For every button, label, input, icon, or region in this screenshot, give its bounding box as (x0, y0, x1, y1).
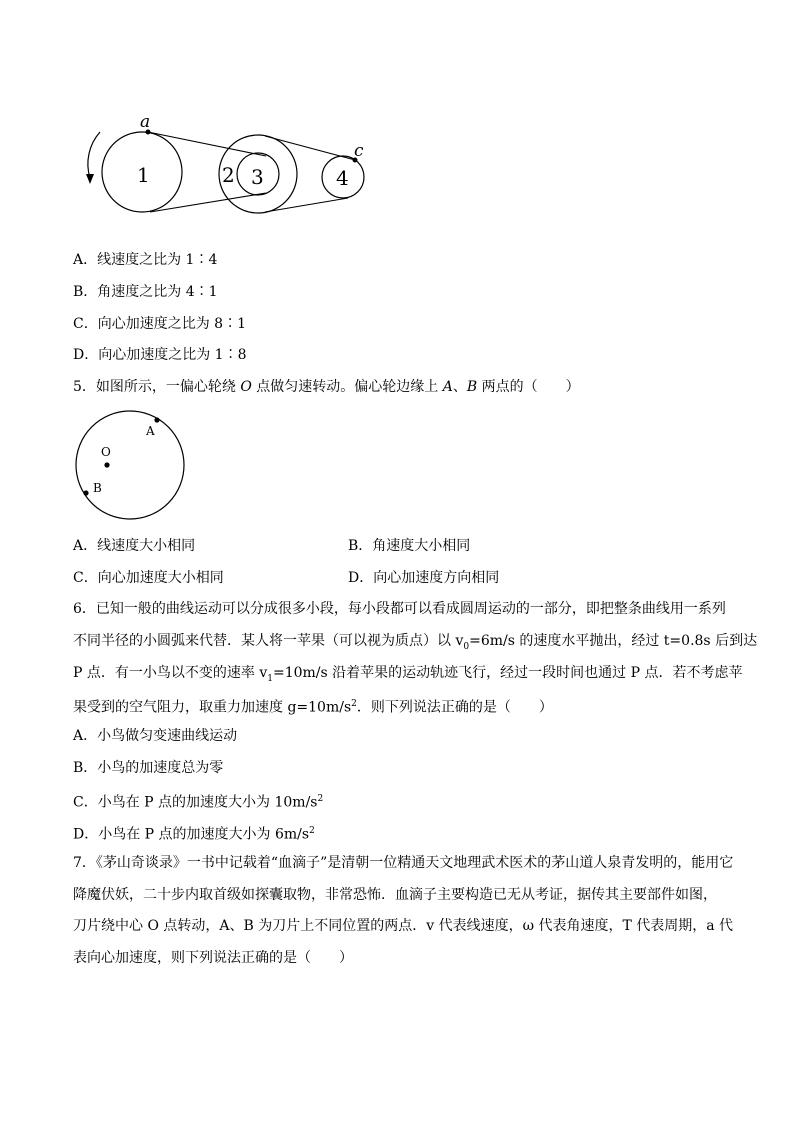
label-wheel-2: 2 (222, 163, 235, 187)
q6-line2-pre: 不同半径的小圆弧来代替．某人将一苹果（可以视为质点）以 v (73, 633, 464, 649)
label-a-fig2: A (146, 424, 155, 438)
q6-stem-line-2 (73, 633, 757, 655)
q5-stem-sep: 、 (452, 379, 467, 395)
q6-option-c-sup: 2 (317, 794, 324, 804)
q6-line2-post: =6m/s 的速度水平抛出，经过 t=0.8s 后到达 (469, 633, 758, 649)
label-c: c (354, 141, 364, 161)
q6-line4-pre: 果受到的空气阻力，取重力加速度 g=10m/s (73, 699, 352, 716)
belt-pulley-figure (80, 108, 380, 223)
q6-line3-sub: 1 (267, 673, 273, 684)
label-b-fig2: B (93, 481, 102, 495)
q5-stem-b: B (466, 379, 478, 395)
q4-option-c: C．向心加速度之比为 8∶1 (73, 316, 246, 332)
q6-option-c (73, 791, 323, 811)
q5-option-c: C．向心加速度大小相同 (73, 570, 224, 586)
label-wheel-4: 4 (336, 166, 349, 190)
q6-line3-pre: P 点．有一小鸟以不变的速率 v (73, 665, 268, 681)
label-wheel-3: 3 (251, 165, 264, 189)
q5-stem (73, 379, 580, 395)
q5-stem-post: 两点的（ ） (477, 379, 580, 395)
eccentric-wheel-figure (70, 408, 194, 526)
point-a-fig2 (154, 417, 159, 422)
q6-option-d-sup: 2 (309, 826, 315, 836)
q4-option-d: D．向心加速度之比为 1∶8 (73, 347, 247, 363)
belt-upper-1 (148, 132, 266, 156)
q6-line2-sub: 0 (463, 641, 470, 652)
point-b-fig2 (83, 490, 88, 495)
q7-stem-line-2: 降魔伏妖，二十步内取首级如探囊取物，非常恐怖．血滴子主要构造已无从考证，据传其主要部件如图， (73, 887, 717, 903)
q5-option-a: A．线速度大小相同 (73, 538, 196, 554)
q5-stem-mid: 点做匀速转动。偏心轮边缘上 (251, 379, 443, 395)
q5-stem-o: O (240, 379, 252, 395)
q5-option-b: B．角速度大小相同 (348, 538, 471, 554)
q6-option-a: A．小鸟做匀变速曲线运动 (73, 728, 238, 744)
point-o (104, 462, 109, 467)
label-a: a (140, 112, 151, 132)
q6-option-b: B．小鸟的加速度总为零 (73, 760, 224, 776)
q5-stem-a: A (442, 379, 453, 395)
rotation-arrow (88, 132, 100, 178)
q7-stem-line-3: 刀片绕中心 O 点转动，A、B 为刀片上不同位置的两点．v 代表线速度，ω 代表角速度，T 代表周期，a 代 (73, 918, 734, 934)
q6-line4-sup: 2 (351, 699, 357, 709)
label-wheel-1: 1 (137, 163, 150, 187)
q7-stem-line-1: 7．《茅山奇谈录》一书中记载着“血滴子”是清朝一位精通天文地理武术医术的茅山道人泉青发明的，能用它 (73, 855, 734, 871)
q4-option-b: B．角速度之比为 4∶1 (73, 284, 218, 300)
eccentric-wheel (76, 411, 184, 519)
q6-option-c-text: C．小鸟在 P 点的加速度大小为 10m/s (73, 794, 318, 811)
belt-upper-2 (265, 136, 355, 160)
q6-stem-line-1: 6．已知一般的曲线运动可以分成很多小段，每小段都可以看成圆周运动的一部分，即把整条曲线用一系列 (73, 601, 726, 617)
q4-option-a: A．线速度之比为 1∶4 (73, 252, 218, 268)
q6-option-d (73, 823, 315, 843)
q6-stem-line-4 (73, 696, 553, 716)
q7-stem-line-4: 表向心加速度，则下列说法正确的是（ ） (73, 950, 353, 966)
q5-stem-pre: 5．如图所示，一偏心轮绕 (73, 379, 241, 395)
belt-lower-2 (265, 198, 348, 212)
q6-line4-post: ．则下列说法正确的是（ ） (356, 699, 553, 716)
q5-option-d: D．向心加速度方向相同 (348, 570, 500, 586)
label-o: O (101, 445, 111, 459)
rotation-arrowhead (86, 174, 94, 184)
q6-stem-line-3 (73, 665, 742, 687)
q6-option-d-text: D．小鸟在 P 点的加速度大小为 6m/s (73, 826, 310, 843)
q6-line3-post: =10m/s 沿着苹果的运动轨迹飞行，经过一段时间也通过 P 点．若不考虑苹 (272, 665, 743, 681)
